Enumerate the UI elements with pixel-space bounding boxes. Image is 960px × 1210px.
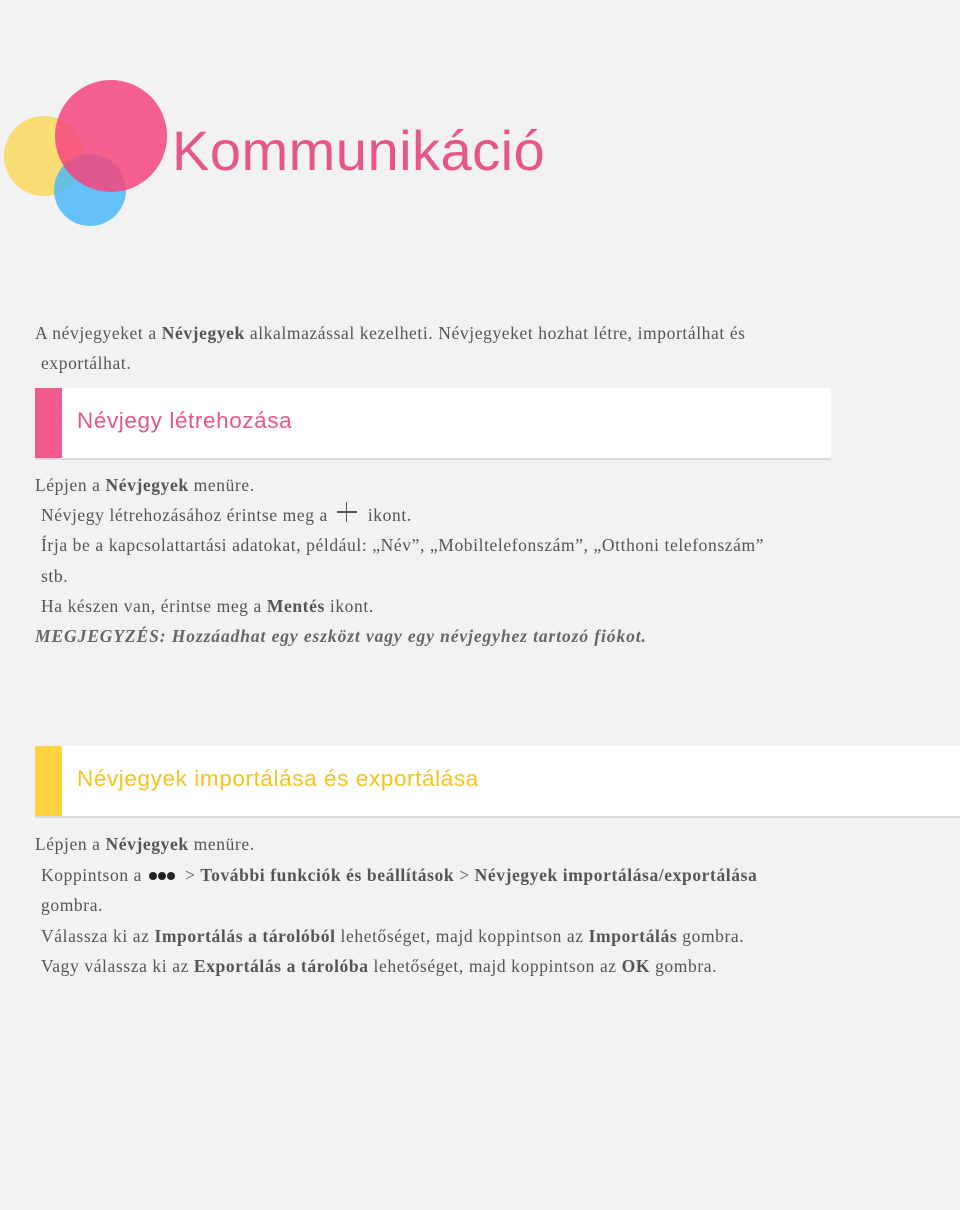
section-create-contact-header	[35, 388, 831, 458]
section-heading: Névjegyek importálása és exportálása	[77, 766, 479, 791]
yellow-accent-bar	[35, 746, 62, 816]
step-line: Lépjen a Névjegyek menüre.	[35, 834, 255, 854]
pink-accent-bar	[35, 388, 62, 458]
intro-paragraph: A névjegyeket a Névjegyek alkalmazással kezelheti. Névjegyeket hozhat létre, importálhat és exportálhat.	[35, 323, 746, 373]
note-text: MEGJEGYZÉS: Hozzáadhat egy eszközt vagy egy névjegyhez tartozó fiókot.	[35, 626, 647, 647]
section-import-export-header	[35, 746, 960, 816]
step-line: Lépjen a Névjegyek menüre.	[35, 475, 255, 495]
section-import-export-body	[35, 829, 935, 981]
step-line: stb.	[41, 565, 69, 586]
step-line: Válassza ki az Importálás a tárolóból lehetőséget, majd koppintson az Importálás gombra.	[41, 925, 745, 946]
page-title: Kommunikáció	[172, 119, 546, 182]
decorative-circles-logo	[0, 70, 180, 240]
plus-icon	[337, 502, 357, 522]
section-heading: Névjegy létrehozása	[77, 408, 293, 433]
more-dots-icon	[149, 859, 176, 889]
section-create-contact-body	[35, 470, 935, 651]
step-line: Írja be a kapcsolattartási adatokat, például: „Név”, „Mobiltelefonszám”, „Otthoni telefonszám”	[41, 535, 765, 556]
step-line: Névjegy létrehozásához érintse meg a ikont.	[35, 500, 935, 530]
step-line: Ha készen van, érintse meg a Mentés ikont.	[41, 595, 374, 616]
step-line: gombra.	[41, 895, 104, 916]
step-line: Vagy válassza ki az Exportálás a tárolóba lehetőséget, majd koppintson az OK gombra.	[41, 955, 718, 976]
step-line: Koppintson a > További funkciók és beállítások > Névjegyek importálása/exportálása	[35, 859, 935, 890]
